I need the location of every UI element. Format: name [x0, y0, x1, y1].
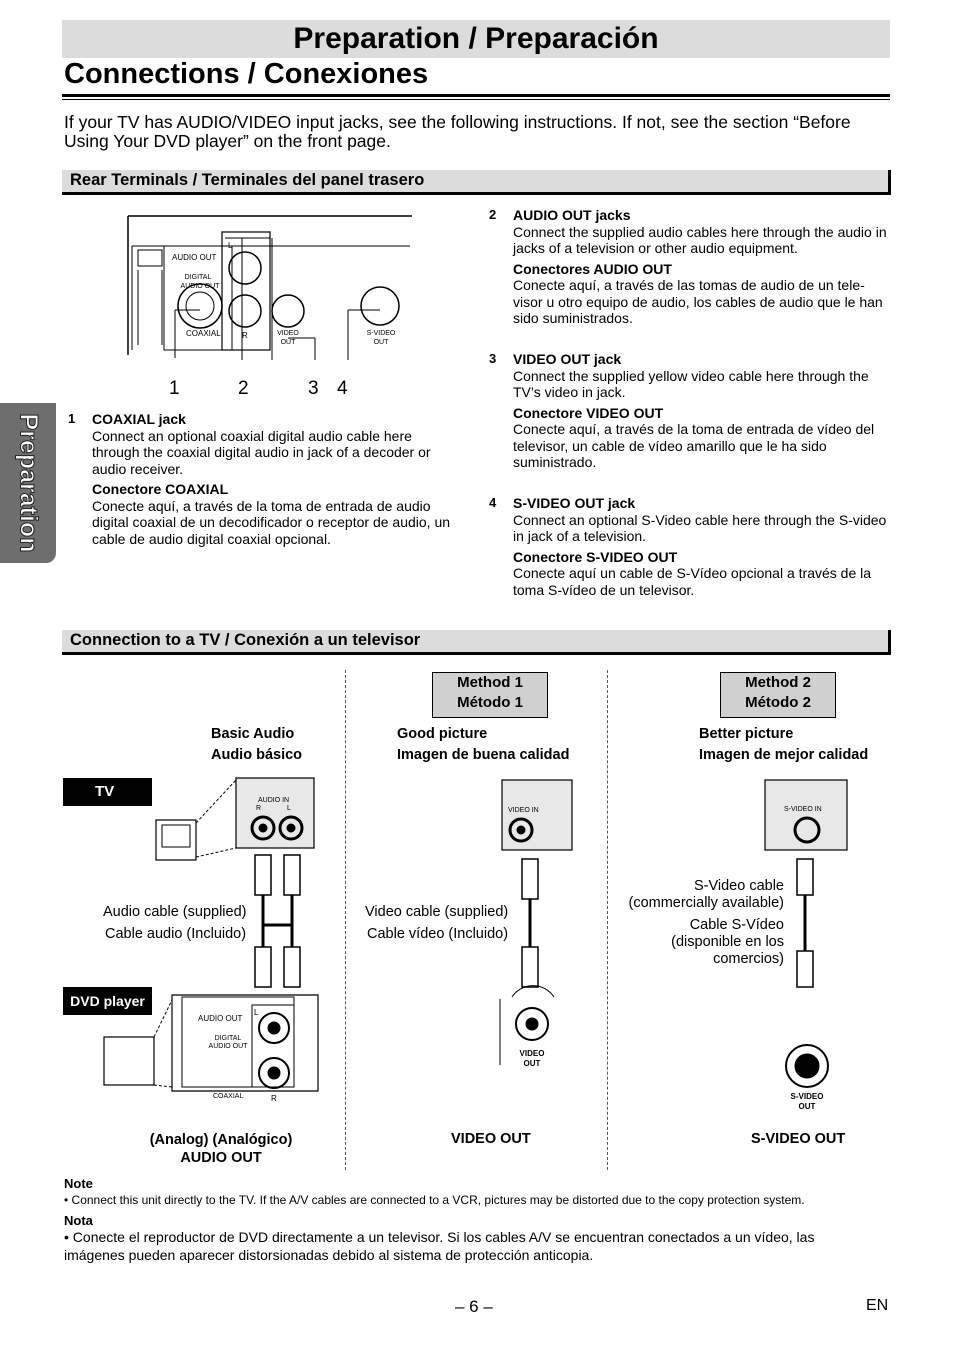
- dvd-l-label: L: [254, 1008, 259, 1017]
- tv-video-in-label: VIDEO IN: [508, 807, 539, 814]
- rear-svideo-label-1: S-VIDEO: [366, 330, 396, 337]
- tv-r-label: R: [256, 805, 262, 812]
- dvd-player-tag: DVD player: [63, 987, 152, 1015]
- video-cable-es: Cable vídeo (Incluido): [367, 926, 509, 942]
- rear-video-label-1: VIDEO: [277, 330, 299, 337]
- video-out-label: VIDEO OUT: [451, 1131, 531, 1147]
- title-rule-thin: [62, 99, 890, 100]
- callout-2: 2: [238, 378, 249, 399]
- audio-cable-es: Cable audio (Incluido): [105, 926, 247, 942]
- item-svideo-out: [489, 495, 889, 598]
- item-text-en: Connect the supplied audio cables here through the audio in jacks of a television or other audio equipment.: [513, 223, 887, 256]
- svideo-cable-es-2: (disponible en los: [671, 934, 784, 950]
- dvd-r-label: R: [271, 1094, 277, 1103]
- rear-terminals-heading: Rear Terminals / Terminales del panel trasero: [70, 171, 425, 189]
- tv-audio-in-label: AUDIO IN: [258, 797, 290, 804]
- analog-audio-out-label: [120, 1131, 322, 1167]
- callout-3: 3: [308, 378, 319, 399]
- rear-terminals-heading-bar: [62, 170, 891, 195]
- rear-l-label: L: [228, 241, 233, 250]
- rear-digital-label-1: DIGITAL: [184, 274, 212, 281]
- dvd-coaxial-label: COAXIAL: [213, 1093, 244, 1100]
- rear-coaxial-label: COAXIAL: [186, 329, 221, 338]
- dvd-digital-label-1: DIGITAL: [214, 1035, 242, 1042]
- note-text: • Connect this unit directly to the TV. If the A/V cables are connected to a VCR, pictures may be distorted due to the copy protection system.: [64, 1193, 805, 1207]
- item-text-es: Conecte aquí, a través de la toma de entrada de vídeo del televisor, un cable de vídeo amarillo que le ha sido suministrado.: [513, 421, 875, 470]
- item-title-en: S-VIDEO OUT jack: [513, 495, 636, 511]
- item-text-es: Conecte aquí un cable de S-Vídeo opcional a través de la toma S-vídeo de un televisor.: [513, 565, 872, 598]
- rear-audio-out-label: AUDIO OUT: [172, 253, 217, 262]
- dvd-svideo-label-2: OUT: [798, 1102, 816, 1111]
- dvd-video-label-1: VIDEO: [519, 1049, 545, 1058]
- item-text-en: Connect the supplied yellow video cable here through the TV’s video in jack.: [513, 367, 869, 400]
- callout-1: 1: [169, 378, 180, 399]
- item-title-en: AUDIO OUT jacks: [513, 207, 631, 223]
- analog-label-1: (Analog) (Analógico): [149, 1132, 293, 1148]
- item-text-en: Connect an optional S-Video cable here through the S-video in jack of a television.: [513, 511, 887, 544]
- title-rule: [62, 94, 890, 97]
- dvd-video-label-2: OUT: [523, 1059, 541, 1068]
- item-audio-out: [489, 207, 889, 327]
- svideo-cable-en-2: (commercially available): [628, 895, 784, 911]
- svideo-out-label: S-VIDEO OUT: [751, 1131, 846, 1147]
- tv-l-label: L: [287, 805, 291, 812]
- svideo-cable-es-3: comercios): [713, 951, 784, 967]
- dvd-svideo-label-1: S-VIDEO: [790, 1092, 824, 1101]
- item-title-es: Conectores AUDIO OUT: [513, 260, 672, 277]
- rear-digital-label-2: AUDIO OUT: [180, 283, 220, 290]
- item-video-out: [489, 351, 889, 471]
- item-title-en: COAXIAL jack: [92, 411, 186, 427]
- item-number: 3: [489, 351, 497, 366]
- intro-text: If your TV has AUDIO/VIDEO input jacks, see the following instructions. If not, see the section “Before Using Your DVD player” on the front page.: [64, 112, 851, 151]
- method-2-en: Method 2: [745, 674, 811, 691]
- item-title-es: Conectore COAXIAL: [92, 481, 229, 497]
- side-tab: [0, 403, 56, 563]
- callout-4: 4: [337, 378, 348, 399]
- item-number: 1: [68, 411, 76, 426]
- method-2-box: [720, 672, 836, 718]
- analog-label-2: AUDIO OUT: [180, 1150, 262, 1166]
- item-number: 4: [489, 495, 497, 510]
- nota-text: • Conecte el reproductor de DVD directamente a un televisor. Si los cables A/V se encuentran conectados a un vídeo, las imágenes pueden aparecer distorsionadas debido al sistema de protección anticopia.: [64, 1229, 815, 1263]
- method-1-box: [432, 672, 548, 718]
- note-title: Note: [64, 1176, 93, 1191]
- better-picture-en: Better picture: [699, 726, 794, 742]
- svideo-cable-label: [600, 878, 784, 968]
- item-coaxial: [68, 411, 463, 547]
- rear-video-label-2: OUT: [280, 339, 296, 346]
- item-title-es: Conectore VIDEO OUT: [513, 404, 664, 421]
- method-2-es: Método 2: [745, 694, 811, 711]
- item-text-es: Conecte aquí, a través de las tomas de audio de un tele-visor u otro equipo de audio, los cables de audio que le han sido suministrados.: [513, 277, 883, 326]
- video-cable-en: Video cable (supplied): [365, 904, 509, 920]
- side-tab-label: Preparation: [14, 413, 43, 553]
- svideo-cable-en-1: S-Video cable: [693, 878, 784, 894]
- language-code: EN: [866, 1297, 889, 1314]
- page-title: Connections / Conexiones: [64, 58, 429, 90]
- tv-svideo-in-label: S-VIDEO IN: [784, 806, 822, 813]
- rear-svideo-label-2: OUT: [373, 339, 389, 346]
- page-number: – 6 –: [455, 1297, 493, 1316]
- item-title-es: Conectore S-VIDEO OUT: [513, 548, 678, 565]
- dvd-audio-out-label: AUDIO OUT: [198, 1014, 243, 1023]
- column-divider: [345, 670, 346, 1170]
- connection-heading-bar: [62, 630, 891, 655]
- item-text-en: Connect an optional coaxial digital audio cable here through the coaxial digital audio in jack of a decoder or audio receiver.: [92, 427, 431, 477]
- nota-title: Nota: [64, 1213, 93, 1228]
- good-picture-en: Good picture: [397, 726, 488, 742]
- method-1-es: Método 1: [457, 694, 523, 711]
- better-picture-es: Imagen de mejor calidad: [699, 747, 869, 763]
- dvd-digital-label-2: AUDIO OUT: [208, 1043, 248, 1050]
- svideo-cable-es-1: Cable S-Vídeo: [689, 917, 784, 933]
- rear-r-label: R: [242, 331, 248, 340]
- method-1-en: Method 1: [457, 674, 523, 691]
- section-banner: Preparation / Preparación: [62, 20, 890, 58]
- basic-audio-en: Basic Audio: [211, 726, 295, 742]
- audio-cable-en: Audio cable (supplied): [103, 904, 247, 920]
- item-title-en: VIDEO OUT jack: [513, 351, 622, 367]
- good-picture-es: Imagen de buena calidad: [397, 747, 570, 763]
- rear-panel-diagram: [120, 210, 420, 400]
- video-connection-diagram: [490, 775, 580, 1075]
- item-number: 2: [489, 207, 497, 222]
- item-text-es: Conecte aquí, a través de la toma de entrada de audio digital coaxial de un decodificador o receptor de audio, un cable de audio digital coaxial opcional.: [92, 497, 451, 547]
- connection-heading: Connection to a TV / Conexión a un televisor: [70, 631, 421, 649]
- basic-audio-es: Audio básico: [211, 747, 303, 763]
- tv-tag: TV: [63, 778, 152, 806]
